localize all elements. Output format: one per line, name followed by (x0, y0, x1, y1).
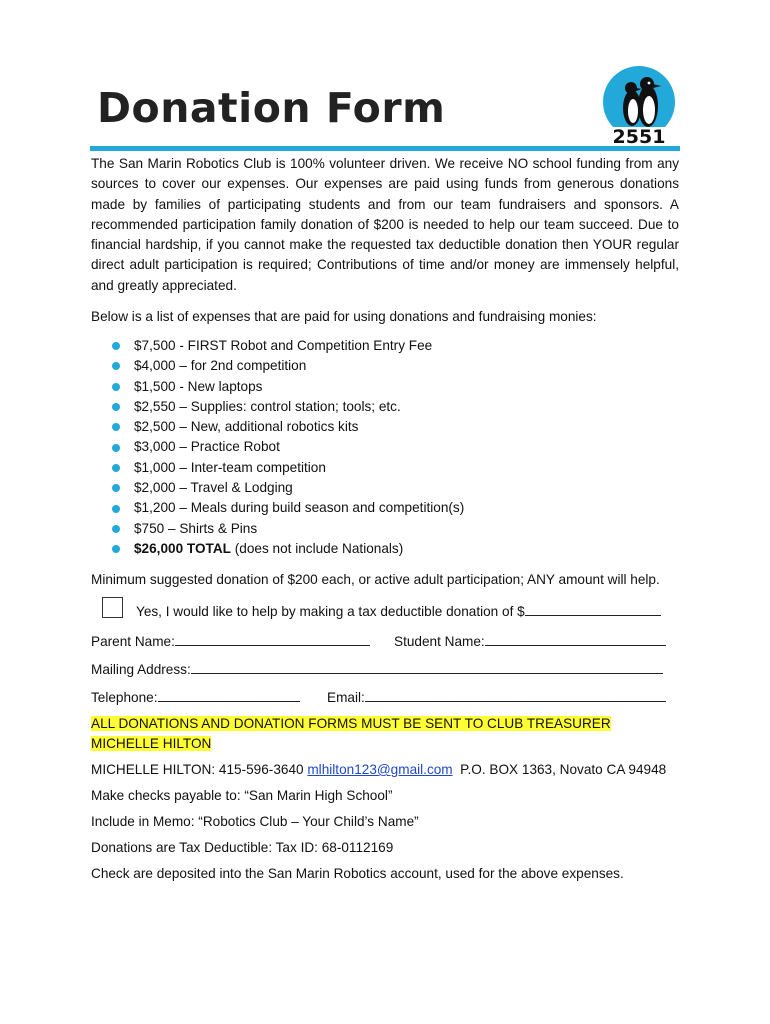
bullet-icon (112, 464, 120, 472)
title-underline (90, 146, 680, 151)
mailing-address-label: Mailing Address: (91, 662, 191, 677)
list-item: $3,000 – Practice Robot (112, 437, 464, 457)
total-item (112, 539, 464, 559)
notice-highlight: ALL DONATIONS AND DONATION FORMS MUST BE SENT TO CLUB TREASURER MICHELLE HILTON (91, 716, 611, 751)
list-item: $7,500 - FIRST Robot and Competition Entry Fee (112, 336, 464, 356)
bullet-icon (112, 362, 120, 370)
list-item: $2,000 – Travel & Lodging (112, 478, 464, 498)
team-logo (598, 66, 680, 148)
memo-line: Include in Memo: “Robotics Club – Your Child’s Name” (91, 814, 419, 829)
telephone-field[interactable] (158, 687, 300, 702)
contact-line (91, 761, 666, 779)
contact-name-phone: MICHELLE HILTON: 415-596-3640 (91, 762, 308, 777)
donation-label: Yes, I would like to help by making a tax deductible donation of $ (136, 604, 525, 619)
donation-checkbox[interactable] (102, 597, 123, 618)
bullet-icon (112, 383, 120, 391)
total-note: (does not include Nationals) (230, 540, 404, 556)
list-item: $1,500 - New laptops (112, 377, 464, 397)
parent-name-row (91, 631, 370, 651)
bullet-icon (112, 342, 120, 350)
bullet-icon (112, 423, 120, 431)
donation-amount-field[interactable] (525, 601, 661, 616)
telephone-row (91, 687, 300, 707)
expenses-intro: Below is a list of expenses that are paid for using donations and fundraising monies: (91, 309, 597, 324)
mailing-address-row (91, 659, 663, 679)
contact-email-link[interactable]: mlhilton123@gmail.com (307, 762, 453, 777)
telephone-label: Telephone: (91, 690, 158, 705)
list-item: $4,000 – for 2nd competition (112, 356, 464, 376)
bullet-icon (112, 525, 120, 533)
student-name-field[interactable] (485, 631, 666, 646)
list-item: $2,550 – Supplies: control station; tools; etc. (112, 397, 464, 417)
parent-name-field[interactable] (175, 631, 370, 646)
contact-address: P.O. BOX 1363, Novato CA 94948 (452, 762, 667, 777)
student-name-row (394, 631, 666, 651)
logo-number: 2551 (612, 126, 666, 148)
donation-row (136, 601, 661, 621)
notice-paragraph (91, 714, 651, 754)
student-name-label: Student Name: (394, 634, 485, 649)
bullet-icon (112, 545, 120, 553)
email-label: Email: (327, 690, 365, 705)
bullet-icon (112, 505, 120, 513)
bullet-icon (112, 484, 120, 492)
mailing-address-field[interactable] (191, 659, 663, 674)
tax-id-line: Donations are Tax Deductible: Tax ID: 68-0112169 (91, 840, 394, 855)
list-item: $1,200 – Meals during build season and competition(s) (112, 498, 464, 518)
bullet-icon (112, 444, 120, 452)
total-amount: $26,000 TOTAL (134, 540, 231, 556)
list-item: $750 – Shirts & Pins (112, 519, 464, 539)
email-field[interactable] (365, 687, 666, 702)
bullet-icon (112, 403, 120, 411)
parent-name-label: Parent Name: (91, 634, 175, 649)
page-title: Donation Form (97, 84, 446, 132)
deposit-note-line: Check are deposited into the San Marin Robotics account, used for the above expenses. (91, 866, 624, 881)
email-row (327, 687, 666, 707)
list-item: $2,500 – New, additional robotics kits (112, 417, 464, 437)
expense-list (112, 336, 464, 559)
checks-payable-line: Make checks payable to: “San Marin High School” (91, 788, 393, 803)
intro-paragraph: The San Marin Robotics Club is 100% volunteer driven. We receive NO school funding from any sources to cover our expenses. Our expenses are paid using funds from generous donations made by families of participating students and from our team fundraisers and sponsors. A recommended participation family donation of $200 is needed to help our team succeed. Due to financial hardship, if you cannot make the requested tax deductible donation then YOUR regular direct adult participation is required; Contributions of time and/or money are immensely helpful, and greatly appreciated. (91, 156, 679, 293)
list-item: $1,000 – Inter-team competition (112, 458, 464, 478)
minimum-note: Minimum suggested donation of $200 each, or active adult participation; ANY amount will help. (91, 572, 660, 587)
